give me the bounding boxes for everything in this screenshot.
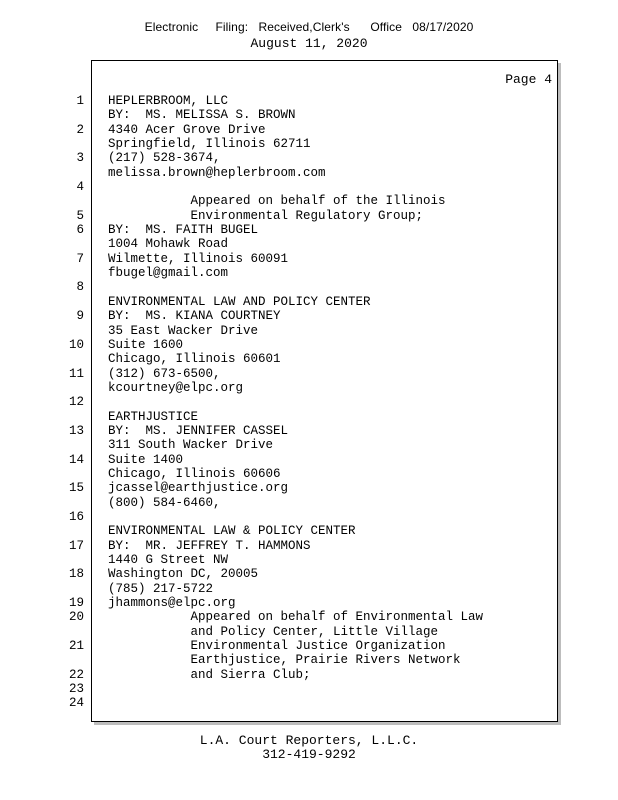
line-number: 20 — [68, 610, 84, 625]
line-text: BY: MS. KIANA COURTNEY — [108, 309, 281, 324]
line-text: Environmental Regulatory Group; — [108, 208, 424, 223]
transcript-line — [0, 438, 618, 452]
transcript-line — [0, 180, 618, 194]
line-number: 7 — [76, 251, 84, 266]
line-text: Environmental Justice Organization — [108, 639, 446, 654]
transcript-line — [0, 108, 618, 122]
transcript-line — [0, 653, 618, 667]
transcript-line — [0, 223, 618, 237]
transcript-line — [0, 496, 618, 510]
line-number: 12 — [68, 395, 84, 410]
transcript-line — [0, 151, 618, 165]
line-text: 311 South Wacker Drive — [108, 438, 274, 453]
transcript-line — [0, 467, 618, 481]
transcript-line — [0, 367, 618, 381]
transcript-line — [0, 625, 618, 639]
transcript-line — [0, 237, 618, 251]
line-text: and Policy Center, Little Village — [108, 624, 439, 639]
transcript-line — [0, 352, 618, 366]
line-text: and Sierra Club; — [108, 667, 311, 682]
line-text: fbugel@gmail.com — [108, 266, 229, 281]
line-number: 2 — [76, 122, 84, 137]
line-number: 21 — [68, 639, 84, 654]
line-text: Earthjustice, Prairie Rivers Network — [108, 653, 461, 668]
line-text: (800) 584-6460, — [108, 495, 221, 510]
line-text: ENVIRONMENTAL LAW & POLICY CENTER — [108, 524, 356, 539]
line-number: 3 — [76, 151, 84, 166]
line-number: 19 — [68, 596, 84, 611]
transcript-line — [0, 539, 618, 553]
transcript-line — [0, 123, 618, 137]
transcript-line — [0, 453, 618, 467]
line-number: 8 — [76, 280, 84, 295]
filing-stamp: Electronic Filing: Received,Clerk's Office 08/17/2020 — [144, 20, 474, 34]
transcript-line — [0, 194, 618, 208]
transcript-line — [0, 410, 618, 424]
line-number: 6 — [76, 223, 84, 238]
transcript-line — [0, 209, 618, 223]
transcript-line — [0, 682, 618, 696]
line-text: BY: MS. MELISSA S. BROWN — [108, 108, 296, 123]
line-text: BY: MS. FAITH BUGEL — [108, 223, 259, 238]
transcript-line — [0, 324, 618, 338]
line-number: 23 — [68, 682, 84, 697]
line-number: 18 — [68, 567, 84, 582]
transcript-line — [0, 295, 618, 309]
transcript-line — [0, 424, 618, 438]
line-text: Suite 1600 — [108, 337, 184, 352]
line-text: 35 East Wacker Drive — [108, 323, 259, 338]
line-number: 17 — [68, 538, 84, 553]
line-number: 1 — [76, 94, 84, 108]
reporter-phone: 312-419-9292 — [262, 747, 356, 762]
line-number: 16 — [68, 509, 84, 524]
transcript-line — [0, 338, 618, 352]
line-text: (217) 528-3674, — [108, 151, 221, 166]
line-number: 24 — [68, 696, 84, 711]
transcript-line — [0, 510, 618, 524]
line-text: jhammons@elpc.org — [108, 596, 236, 611]
line-text: melissa.brown@heplerbroom.com — [108, 165, 326, 180]
transcript-line — [0, 481, 618, 495]
line-text: 1440 G Street NW — [108, 553, 229, 567]
transcript-line — [0, 524, 618, 538]
line-number: 14 — [68, 452, 84, 467]
line-number: 13 — [68, 423, 84, 438]
transcript-line — [0, 166, 618, 180]
line-text: Appeared on behalf of Environmental Law — [108, 610, 484, 625]
reporter-company: L.A. Court Reporters, L.L.C. — [199, 733, 419, 748]
line-text: EARTHJUSTICE — [108, 409, 199, 424]
line-number: 11 — [68, 366, 84, 381]
line-text: Appeared on behalf of the Illinois — [108, 194, 446, 209]
transcript-date: August 11, 2020 — [250, 36, 368, 51]
line-number: 4 — [76, 180, 84, 195]
line-text: Wilmette, Illinois 60091 — [108, 251, 289, 266]
page-number: Page 4 — [505, 72, 552, 87]
line-number: 15 — [68, 481, 84, 496]
line-text: Chicago, Illinois 60601 — [108, 352, 281, 367]
transcript-line — [0, 94, 618, 108]
line-text: kcourtney@elpc.org — [108, 380, 244, 395]
transcript-line — [0, 596, 618, 610]
line-number: 10 — [68, 337, 84, 352]
transcript-line — [0, 553, 618, 567]
line-number: 9 — [76, 309, 84, 324]
transcript-line — [0, 137, 618, 151]
transcript-line — [0, 280, 618, 294]
line-text: (785) 217-5722 — [108, 581, 214, 596]
transcript-line — [0, 395, 618, 409]
transcript-line — [0, 252, 618, 266]
transcript-line — [0, 381, 618, 395]
transcript-line — [0, 582, 618, 596]
line-text: 4340 Acer Grove Drive — [108, 122, 266, 137]
transcript-line — [0, 309, 618, 323]
line-text: BY: MR. JEFFREY T. HAMMONS — [108, 538, 311, 553]
line-text: jcassel@earthjustice.org — [108, 481, 289, 496]
transcript-line — [0, 668, 618, 682]
line-text: 1004 Mohawk Road — [108, 237, 229, 252]
line-text: Washington DC, 20005 — [108, 567, 259, 582]
line-text: Chicago, Illinois 60606 — [108, 466, 281, 481]
transcript-line — [0, 696, 618, 710]
transcript-body — [0, 94, 618, 711]
line-text: (312) 673-6500, — [108, 366, 221, 381]
line-text: HEPLERBROOM, LLC — [108, 94, 229, 108]
transcript-line — [0, 610, 618, 624]
transcript-line — [0, 266, 618, 280]
line-text: BY: MS. JENNIFER CASSEL — [108, 423, 289, 438]
line-text: ENVIRONMENTAL LAW AND POLICY CENTER — [108, 294, 371, 309]
line-number: 5 — [76, 208, 84, 223]
transcript-line — [0, 639, 618, 653]
line-text: Springfield, Illinois 62711 — [108, 137, 311, 152]
line-text: Suite 1400 — [108, 452, 184, 467]
line-number: 22 — [68, 667, 84, 682]
transcript-line — [0, 567, 618, 581]
